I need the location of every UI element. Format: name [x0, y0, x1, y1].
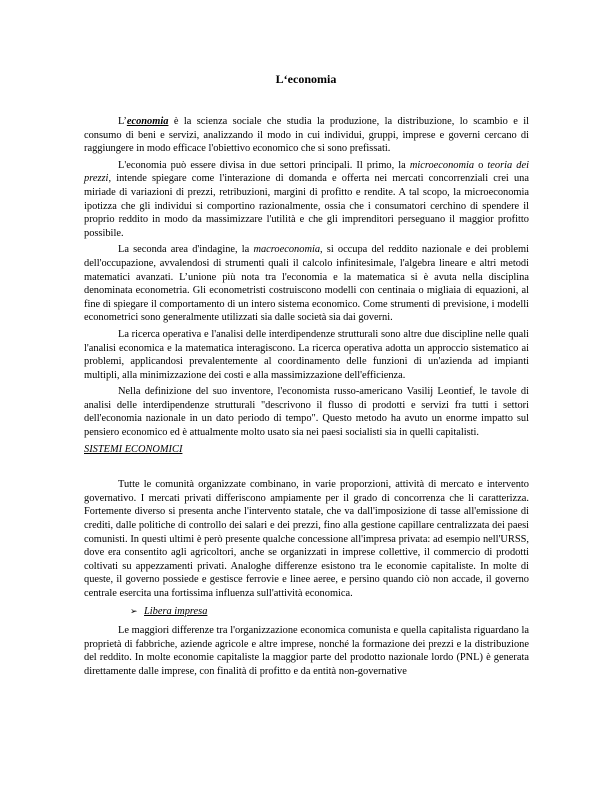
page-title: L‘economia	[275, 72, 337, 86]
macro-text-b: , si occupa del reddito nazionale e dei problemi dell'occupazione, avvalendosi di strumenti quali il calcolo infinitesimale, l'algebra lineare e altri metodi matematici avanzati. L’unione più nota tra l'economia e la matematica si è avuta nella disciplina denominata econometria. Gli econometristi costruiscono modelli con centinaia o migliaia di equazioni, al fine di spiegare il comportamento di un intero sistema economico. Come strumenti di previsione, i modelli econometrici sono generalmente utilizzati sia dalle società sia dai governi.	[84, 244, 530, 324]
section-spacer	[84, 456, 529, 478]
term-economia: economia	[126, 116, 169, 127]
paragraph-microeconomia	[84, 159, 529, 241]
term-microeconomia: microeconomia	[409, 159, 475, 171]
arrow-bullet-icon: ➢	[130, 606, 138, 617]
bullet-label: Libera impresa	[144, 605, 208, 617]
intro-text: è la scienza sociale che studia la produzione, la distribuzione, lo scambio e il consumo di beni e servizi, analizzando il modo in cui individui, gruppi, imprese e governi cercano di raggiungere in modo efficace l'obiettivo economico che si sono prefissati.	[84, 116, 529, 155]
micro-text-a: L'economia può essere divisa in due settori principali. Il primo, la	[118, 159, 410, 171]
bullet-libera-impresa	[130, 605, 529, 620]
intro-prefix: L’	[118, 116, 127, 127]
paragraph-leontief: Nella definizione del suo inventore, l'economista russo-americano Vasilij Leontief, le tavole di analisi delle interdipendenze strutturali "descrivono il flusso di prodotti e servizi fra tutti i settori dell'economia nazionale in un dato periodo di tempo". Questo metodo ha avuto un enorme impatto sul pensiero economico ed è attualmente molto usato sia nei paesi socialisti sia in quelli capitalisti.	[84, 386, 529, 439]
micro-text-c: , intende spiegare come l'interazione di domanda e offerta nei mercati concorrenziali crei una miriade di variazioni di prezzi, retribuzioni, margini di profitto e rendite. A tal scopo, la microeconomia ipotizza che gli individui si comportino razionalmente, ossia che i consumatori cerchino di spendere il proprio reddito in modo da massimizzare l'utilità e che gli imprenditori perseguano il maggior profitto possibile.	[84, 173, 529, 239]
section-heading-sistemi-economici: SISTEMI ECONOMICI	[84, 443, 183, 455]
micro-text-b: o	[474, 159, 488, 171]
term-macroeconomia: macroeconomia	[253, 244, 321, 256]
paragraph-intro	[84, 115, 529, 156]
paragraph-macroeconomia	[84, 243, 529, 325]
paragraph-comunita: Tutte le comunità organizzate combinano, in varie proporzioni, attività di mercato e intervento governativo. I mercati privati differiscono ampiamente per il grado di concorrenza che li caratterizza. Fortemente diverso si presenta anche l'intervento statale, che va dall'imposizione di tasse all'emissione di crediti, dalle politiche di controllo dei salari e dei prezzi, fino alla gestione capillare centralizzata dei paesi comunisti. In questi ultimi è però presente qualche concessione all'impresa privata: ad esempio nell'URSS, dove era consentito agli agricoltori, anche se organizzati in imprese collettive, il commercio di prodotti coltivati su appezzamenti privati. Analoghe differenze esistono tra le economie capitaliste. In molte di queste, il governo possiede e gestisce ferrovie e linee aeree, e persino quando ciò non accade, il governo centrale esercita una fortissima influenza sull'attività economica.	[84, 479, 529, 599]
paragraph-differenze: Le maggiori differenze tra l'organizzazione economica comunista e quella capitalista riguardano la proprietà di fabbriche, aziende agricole e altre imprese, nonché la formazione dei prezzi e la distribuzione del reddito. In molte economie capitaliste la maggior parte del prodotto nazionale lordo (PNL) è generata direttamente dalle imprese, con finalità di profitto e da entità non-governative	[84, 625, 529, 677]
paragraph-ricerca-operativa: La ricerca operativa e l'analisi delle interdipendenze strutturali sono altre due discipline nelle quali l'analisi economica e la matematica interagiscono. La ricerca operativa adotta un approccio sistematico ai problemi, applicandosi prevalentemente al coordinamento delle funzioni di un'azienda ad impianti multipli, alla minimizzazione dei costi e alla massimizzazione dell'efficienza.	[84, 328, 529, 381]
term-teoria-dei-prezzi: teoria dei prezzi	[84, 159, 529, 185]
macro-text-a: La seconda area d'indagine, la	[118, 244, 254, 256]
document-body	[84, 115, 529, 682]
